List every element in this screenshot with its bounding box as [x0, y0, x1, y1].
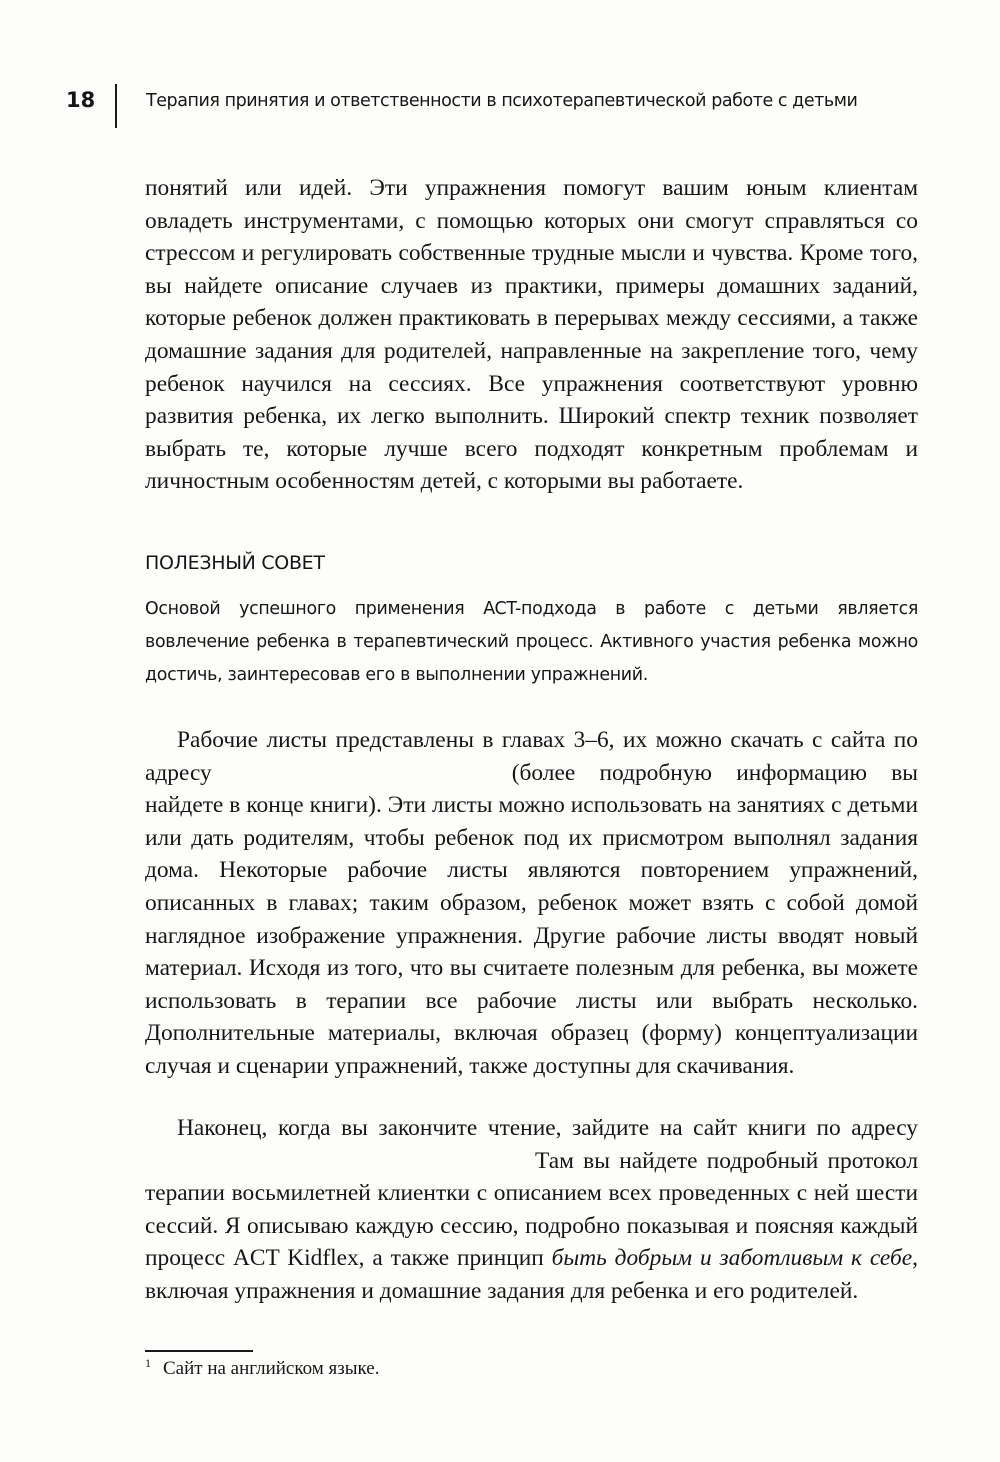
paragraph-3-italic: быть добрым и заботливым к себе	[551, 1245, 913, 1272]
page-number: 18	[66, 88, 96, 112]
paragraph-2-after: (более подробную информацию вы найдете в конце книги). Эти листы можно использовать на занятиях с детьми или дать родителям, чтобы ребенок под их присмотром выполнял задания дома. Некоторые рабочие листы являются повторением упражнений, описанных в главах; таким образом, ребенок может взять с собой домой наглядное изображение упражнения. Другие рабочие листы вводят новый материал. Исходя из того, что вы считаете полезным для ребенка, вы можете использовать в терапии все рабочие листы или выбрать несколько. Дополнительные материалы, включая образец (форму) концептуализации случая и сценарии упражнений, также доступны для скачивания.	[145, 759, 918, 1079]
header-divider	[115, 84, 117, 128]
paragraph-1-text: понятий или идей. Эти упражнения помогут вашим юным клиентам овладеть инструментами, с помощью которых они смогут справляться со стрессом и регулировать собственные трудные мысли и чувства. Кроме того, вы найдете описание случаев из практики, примеры домашних заданий, которые ребенок должен практиковать в перерывах между сессиями, а также домашние задания для родителей, направленные на закрепление того, чему ребенок научился на сессиях. Все упражнения соответствуют уровню развития ребенка, их легко выполнить. Широкий спектр техник позволяет выбрать те, которые лучше всего подходят конкретным проблемам и личностным особенностям детей, с которыми вы работаете.	[145, 175, 918, 495]
paragraph-3-middle: Там вы найдете подробный протокол терапии восьмилетней клиентки с описанием всех проведенных с ней шести сессий. Я описываю каждую сессию, подробно показывая и поясняя каждый процесс ACT Kidflex, а также принцип	[145, 1147, 918, 1272]
tip-text: Основой успешного применения ACT-подхода в работе с детьми является вовлечение ребенка в терапевтический процесс. Активного участия ребенка можно достичь, заинтересовав его в выполнении упражнений.	[145, 599, 918, 685]
paragraph-3-before: Наконец, когда вы закончите чтение, зайдите на сайт книги по адресу	[177, 1115, 918, 1141]
footnote	[145, 1356, 380, 1380]
footnote-marker: 1	[145, 1356, 151, 1370]
tip-title: ПОЛЕЗНЫЙ СОВЕТ	[145, 552, 325, 574]
paragraph-1	[145, 172, 918, 498]
paragraph-3	[145, 1112, 918, 1308]
paragraph-3-after: , включая упражнения и домашние задания для ребенка и его родителей.	[145, 1245, 918, 1304]
footnote-text: Сайт на английском языке.	[163, 1358, 380, 1379]
paragraph-2-before: Рабочие листы представлены в главах 3–6, их можно скачать с сайта по адресу	[145, 727, 918, 786]
footnote-divider	[145, 1350, 253, 1352]
paragraph-2	[145, 724, 918, 1083]
running-title: Терапия принятия и ответственности в психотерапевтической работе с детьми	[146, 91, 858, 111]
